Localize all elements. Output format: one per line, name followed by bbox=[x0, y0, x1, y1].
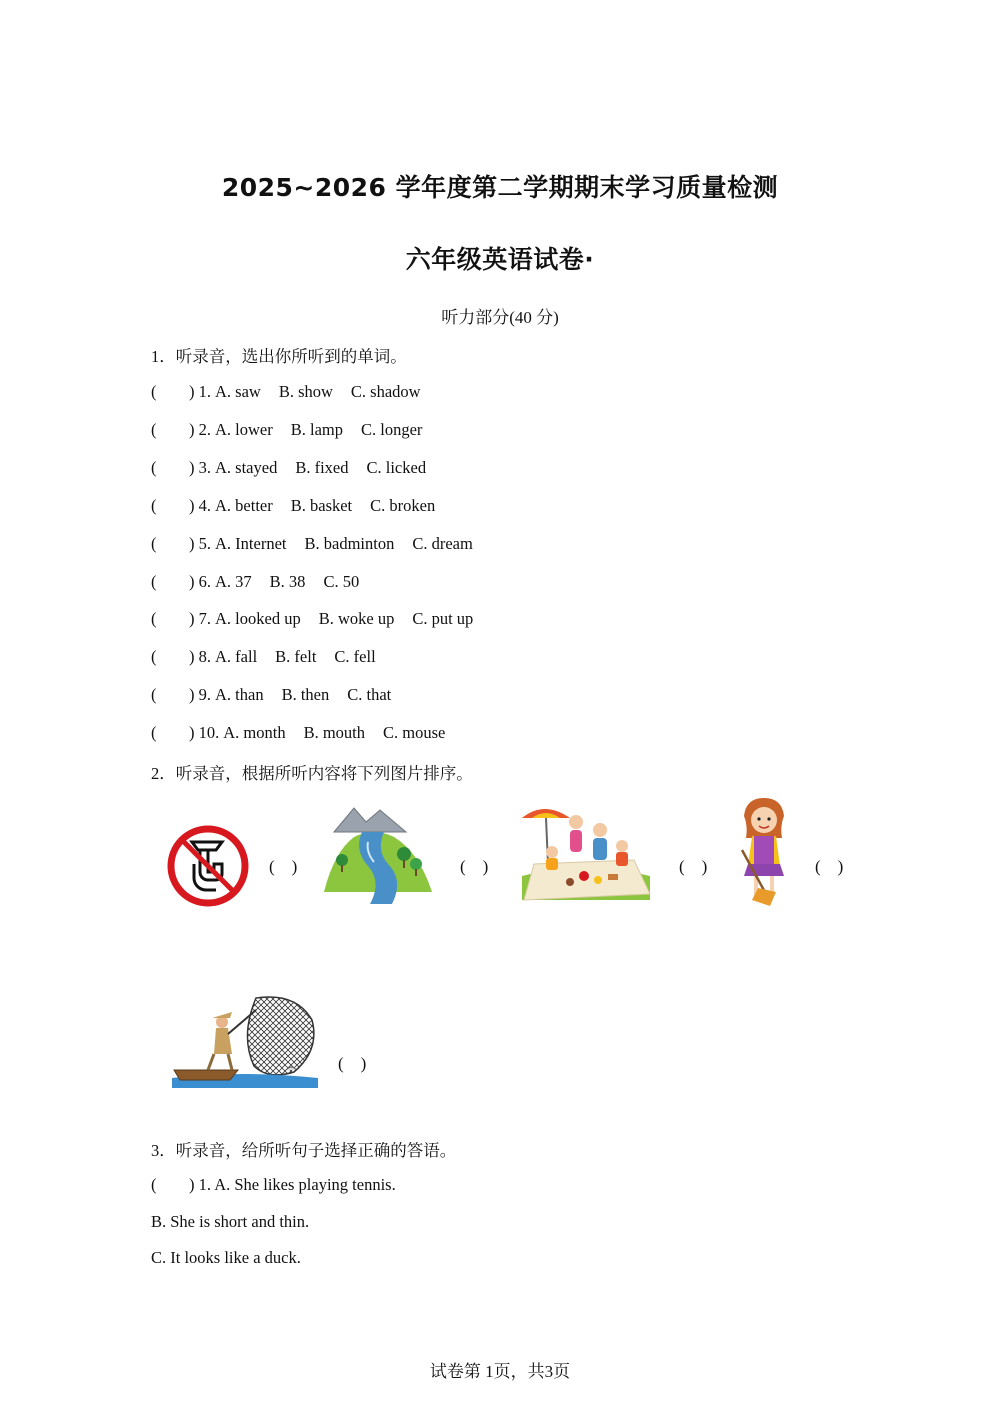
fisherman-net-icon bbox=[168, 990, 318, 1090]
section1-heading: 1．听录音，选出你所听到的单词。 bbox=[151, 347, 407, 366]
listening-part-heading: 听力部分(40 分) bbox=[441, 308, 559, 327]
answer-blank-open[interactable]: ( bbox=[151, 382, 157, 401]
section3-option-c: C. It looks like a duck. bbox=[151, 1248, 301, 1267]
question-number: 1. bbox=[198, 382, 211, 401]
question-row bbox=[151, 685, 409, 705]
question-number: 4. bbox=[198, 496, 211, 515]
section3-heading: 3．听录音，给所听句子选择正确的答语。 bbox=[151, 1141, 457, 1160]
question-number: 2. bbox=[198, 420, 211, 439]
option-b: B. woke up bbox=[318, 609, 395, 628]
answer-blank-close: ) bbox=[189, 572, 195, 591]
answer-blank-close: ) bbox=[189, 647, 195, 666]
option-c: C. longer bbox=[360, 420, 423, 439]
option-a: A. lower bbox=[215, 420, 273, 439]
answer-blank-open[interactable]: ( bbox=[151, 647, 157, 666]
option-b: B. fixed bbox=[295, 458, 349, 477]
option-c: C. put up bbox=[412, 609, 474, 628]
option-a: A. She likes playing tennis. bbox=[214, 1175, 396, 1194]
option-b: B. then bbox=[281, 685, 330, 704]
option-c: C. fell bbox=[334, 647, 376, 666]
option-b: B. felt bbox=[275, 647, 317, 666]
answer-blank-close: ) bbox=[189, 723, 195, 742]
answer-blank-open[interactable]: ( bbox=[151, 1175, 157, 1194]
option-c: C. 50 bbox=[323, 572, 360, 591]
question-row bbox=[151, 572, 377, 592]
picture5-answer-blank[interactable]: ( ) bbox=[338, 1054, 367, 1073]
picture3-answer-blank[interactable]: ( ) bbox=[679, 857, 708, 876]
question-row bbox=[151, 496, 453, 516]
river-landscape-icon bbox=[322, 802, 434, 906]
question-row bbox=[151, 420, 440, 440]
question-row bbox=[151, 723, 463, 743]
exam-subtitle: 六年级英语试卷· bbox=[405, 245, 595, 274]
answer-blank-close: ) bbox=[189, 534, 195, 553]
answer-blank-close: ) bbox=[189, 496, 195, 515]
option-b: B. 38 bbox=[269, 572, 306, 591]
option-a: A. stayed bbox=[215, 458, 278, 477]
girl-sweeping-icon bbox=[732, 796, 796, 908]
answer-blank-close: ) bbox=[189, 458, 195, 477]
question-row bbox=[151, 534, 491, 554]
section2-heading: 2．听录音，根据所听内容将下列图片排序。 bbox=[151, 764, 473, 783]
option-c: C. licked bbox=[366, 458, 427, 477]
option-a: A. Internet bbox=[215, 534, 287, 553]
answer-blank-open[interactable]: ( bbox=[151, 685, 157, 704]
option-a: A. looked up bbox=[215, 609, 301, 628]
answer-blank-close: ) bbox=[189, 420, 195, 439]
answer-blank-open[interactable]: ( bbox=[151, 572, 157, 591]
option-a: A. month bbox=[223, 723, 286, 742]
option-b: B. basket bbox=[290, 496, 353, 515]
option-c: C. shadow bbox=[350, 382, 421, 401]
question-number: 6. bbox=[198, 572, 211, 591]
option-b: B. mouth bbox=[303, 723, 366, 742]
answer-blank-close: ) bbox=[189, 609, 195, 628]
family-picnic-icon bbox=[518, 800, 654, 904]
answer-blank-open[interactable]: ( bbox=[151, 609, 157, 628]
question-number: 5. bbox=[198, 534, 211, 553]
option-c: C. dream bbox=[412, 534, 473, 553]
question-number: 9. bbox=[198, 685, 211, 704]
option-b: B. badminton bbox=[304, 534, 395, 553]
exam-title: 2025~2026 学年度第二学期期末学习质量检测 bbox=[221, 173, 779, 202]
quiet-sign-icon bbox=[166, 824, 250, 908]
option-b: B. lamp bbox=[290, 420, 343, 439]
question-row bbox=[151, 609, 491, 629]
question-number: 1. bbox=[198, 1175, 211, 1194]
question-row bbox=[151, 647, 394, 667]
answer-blank-open[interactable]: ( bbox=[151, 534, 157, 553]
option-a: A. than bbox=[215, 685, 264, 704]
picture1-answer-blank[interactable]: ( ) bbox=[269, 857, 298, 876]
option-c: C. broken bbox=[370, 496, 436, 515]
option-a: A. fall bbox=[215, 647, 258, 666]
question-row bbox=[151, 382, 439, 402]
answer-blank-close: ) bbox=[189, 1175, 195, 1194]
answer-blank-open[interactable]: ( bbox=[151, 723, 157, 742]
answer-blank-open[interactable]: ( bbox=[151, 458, 157, 477]
question-number: 7. bbox=[198, 609, 211, 628]
answer-blank-close: ) bbox=[189, 685, 195, 704]
option-a: A. 37 bbox=[215, 572, 252, 591]
picture4-answer-blank[interactable]: ( ) bbox=[815, 857, 844, 876]
option-b: B. show bbox=[278, 382, 333, 401]
option-c: C. mouse bbox=[383, 723, 446, 742]
section3-question-1 bbox=[151, 1175, 396, 1195]
question-number: 8. bbox=[198, 647, 211, 666]
answer-blank-close: ) bbox=[189, 382, 195, 401]
answer-blank-open[interactable]: ( bbox=[151, 496, 157, 515]
question-number: 3. bbox=[198, 458, 211, 477]
question-number: 10. bbox=[198, 723, 220, 742]
question-row bbox=[151, 458, 444, 478]
answer-blank-open[interactable]: ( bbox=[151, 420, 157, 439]
picture2-answer-blank[interactable]: ( ) bbox=[460, 857, 489, 876]
option-a: A. better bbox=[215, 496, 273, 515]
section3-option-b: B. She is short and thin. bbox=[151, 1212, 310, 1231]
option-a: A. saw bbox=[215, 382, 261, 401]
page-footer: 试卷第 1页，共3页 bbox=[429, 1362, 571, 1381]
option-c: C. that bbox=[347, 685, 392, 704]
